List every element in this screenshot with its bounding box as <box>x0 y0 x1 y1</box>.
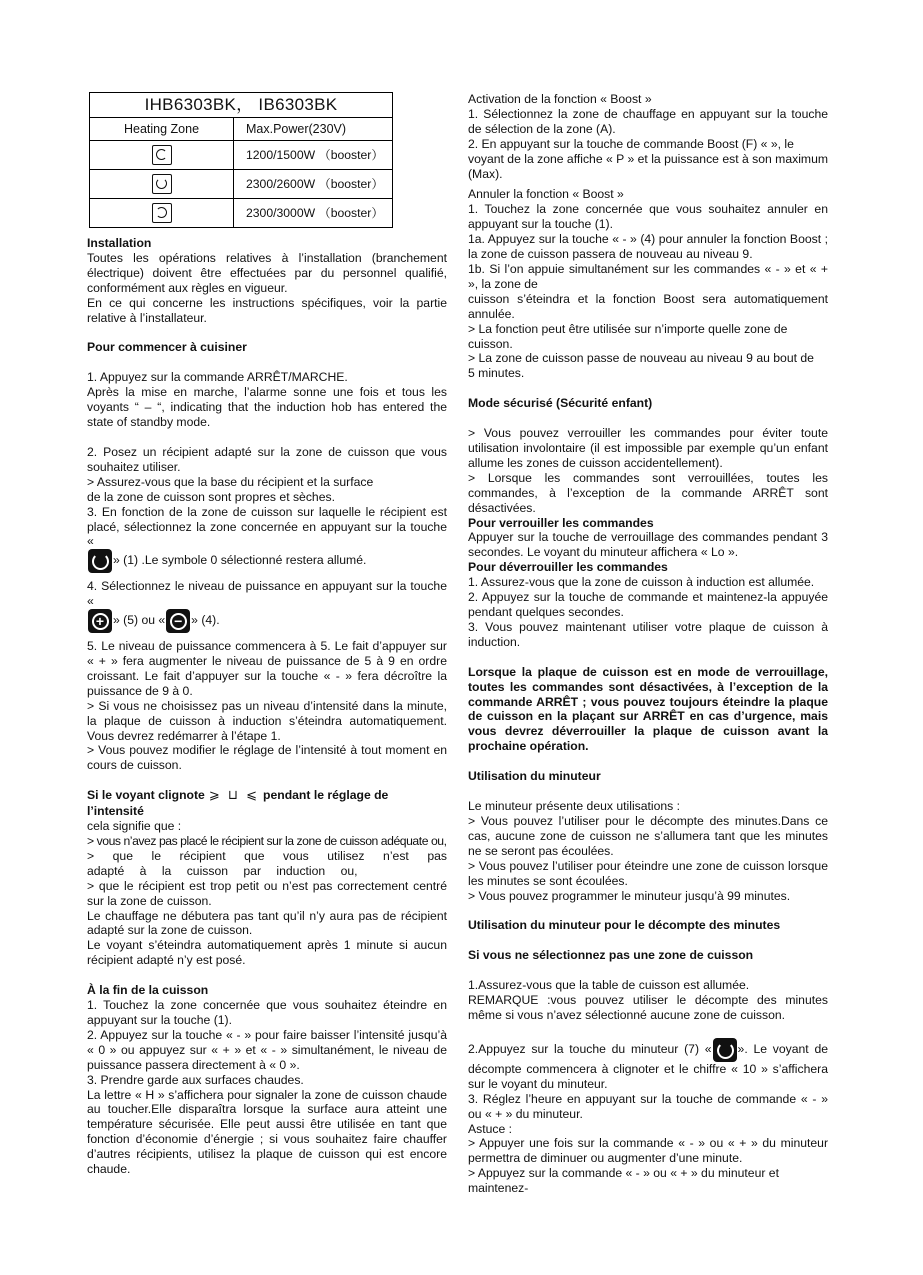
paragraph: > Vous pouvez l’utiliser pour le décompte des minutes.Dans ce cas, aucune zone de cuisson ne s’allumera tant que les minutes ne se seront pas écoulées. <box>468 813 828 858</box>
step4-text-c: » (4). <box>191 613 220 628</box>
paragraph: 3. En fonction de la zone de cuisson sur laquelle le récipient est placé, sélectionnez la zone concernée en appuyant sur la touche « <box>87 504 447 549</box>
paragraph: > Lorsque les commandes sont verrouillées, toutes les commandes, à l’exception de la commande ARRÊT sont désactivées. <box>468 470 828 515</box>
paragraph: 1. Appuyez sur la commande ARRÊT/MARCHE. <box>87 370 348 385</box>
paragraph: de la zone de cuisson sont propres et sèches. <box>87 489 335 504</box>
end-heading: À la fin de la cuisson <box>87 983 209 998</box>
step4-text-b: » (5) ou « <box>113 613 166 628</box>
start-heading: Pour commencer à cuisiner <box>87 340 247 355</box>
paragraph: > vous n’avez pas placé le récipient sur la zone de cuisson adéquate ou, <box>87 834 447 848</box>
power-value: 2300/3000W （booster） <box>234 199 393 228</box>
paragraph: Appuyer sur la touche de verrouillage des commandes pendant 3 secondes. Le voyant du minuteur affichera « Lo ». <box>468 530 828 560</box>
safe-mode-heading: Mode sécurisé (Sécurité enfant) <box>468 396 653 411</box>
minus-icon: − <box>166 609 190 633</box>
lock-heading: Pour verrouiller les commandes <box>468 515 654 530</box>
paragraph: > Appuyer une fois sur la commande « - » ou « + » du minuteur permettra de diminuer ou augmenter d’une minute. <box>468 1136 828 1166</box>
paragraph: Astuce : <box>468 1121 513 1136</box>
paragraph: Le minuteur présente deux utilisations : <box>468 799 681 814</box>
power-value: 2300/2600W （booster） <box>234 170 393 199</box>
spec-table-title: IHB6303BK， IB6303BK <box>90 93 393 118</box>
paragraph: > que le récipient est trop petit ou n’est pas correctement centré sur la zone de cuisson. <box>87 878 447 908</box>
zone-select-icon <box>88 549 112 573</box>
power-value: 1200/1500W （booster） <box>234 141 393 170</box>
left-column <box>87 92 447 1177</box>
paragraph: Toutes les opérations relatives à l’installation (branchement électrique) doivent être effectuées par du personnel qualifié, conformément aux règles en vigueur. <box>87 250 447 295</box>
table-row <box>90 199 393 228</box>
nz-2-text-a: 2.Appuyez sur la touche du minuteur (7) « <box>468 1042 712 1057</box>
right-column <box>468 92 828 1196</box>
blink-heading <box>87 788 447 819</box>
boost-title: Activation de la fonction « Boost » <box>468 92 652 106</box>
zone-icon-3 <box>152 203 172 223</box>
paragraph: > que le récipient que vous utilisez n’est pas adapté à la cuisson par induction ou, <box>87 848 447 878</box>
paragraph: Le chauffage ne débutera pas tant qu’il n’y aura pas de récipient adapté sur la zone de cuisson. <box>87 908 447 938</box>
paragraph: 1b. Si l’on appuie simultanément sur les commandes « - » et « + », la zone de <box>468 261 828 291</box>
paragraph: 5 minutes. <box>468 366 525 381</box>
paragraph <box>87 579 447 633</box>
paragraph: 3. Prendre garde aux surfaces chaudes. <box>87 1072 304 1087</box>
paragraph: > Assurez-vous que la base du récipient et la surface <box>87 474 374 489</box>
paragraph: > Vous pouvez programmer le minuteur jusqu’à 99 minutes. <box>468 888 791 903</box>
table-row <box>90 170 393 199</box>
step3-tail: » (1) .Le symbole 0 sélectionné restera allumé. <box>113 553 367 568</box>
paragraph: > Vous pouvez verrouiller les commandes pour éviter toute utilisation involontaire (il est impossible par exemple qu’un enfant allume les zones de cuisson accidentellement). <box>468 426 828 470</box>
cancel-title: Annuler la fonction « Boost » <box>468 187 624 202</box>
paragraph: cuisson s’éteindra et la fonction Boost sera automatiquement annulée. <box>468 291 828 321</box>
paragraph: cela signifie que : <box>87 819 182 834</box>
paragraph: La lettre « H » s’affichera pour signaler la zone de cuisson chaude au toucher.Elle disparaîtra lorsque la surface aura atteint une température sécurisée. Elle peut aussi être utilisée en tant que fonction d’économie d’énergie ; si vous souhaitez faire chauffer d’autres récipients, utilisez la plaque de cuisson qui est encore chaude. <box>87 1087 447 1177</box>
paragraph: 2. Appuyez sur la touche de commande et maintenez-la appuyée pendant quelques secondes. <box>468 590 828 619</box>
paragraph: > Appuyez sur la commande « - » ou « + » du minuteur et maintenez- <box>468 1166 779 1196</box>
paragraph <box>468 1038 828 1092</box>
paragraph: 1. Touchez la zone concernée que vous souhaitez annuler en appuyant sur la touche (1). <box>468 202 828 232</box>
blink-heading-b: pendant le réglage de l’intensité <box>87 788 389 819</box>
zone-icon-2 <box>152 174 172 194</box>
paragraph: > Si vous ne choisissez pas un niveau d’intensité dans la minute, la plaque de cuisson à induction s’éteindra automatiquement. Vous devrez redémarrer à l’étape 1. <box>87 698 447 743</box>
paragraph: 3. Vous pouvez maintenant utiliser votre plaque de cuisson à induction. <box>468 619 828 649</box>
paragraph: Après la mise en marche, l’alarme sonne une fois et tous les voyants “ – “, indicating that the induction hob has entered the state of standby mode. <box>87 385 447 430</box>
paragraph: > La fonction peut être utilisée sur n’importe quelle zone de cuisson. <box>468 321 788 351</box>
paragraph: 3. Réglez l’heure en appuyant sur la touche de commande « - » ou « + » du minuteur. <box>468 1091 828 1121</box>
paragraph: En ce qui concerne les instructions spécifiques, voir la partie relative à l’installateur. <box>87 295 447 325</box>
paragraph: 1. Assurez-vous que la zone de cuisson à induction est allumée. <box>468 575 815 590</box>
paragraph: 5. Le niveau de puissance commencera à 5. Le fait d’appuyer sur « + » fera augmenter le niveau de puissance de 5 à 9 en ordre croissant. Le fait d’appuyer sur la touche « - » fera décroître la puissance de 9 à 0. <box>87 639 447 698</box>
paragraph: Le voyant s’éteindra automatiquement après 1 minute si aucun récipient adapté n’y est posé. <box>87 938 447 968</box>
paragraph: voyant de la zone affiche « P » et la puissance est à son maximum (Max). <box>468 151 828 181</box>
countdown-heading: Utilisation du minuteur pour le décompte des minutes <box>468 918 781 933</box>
blink-symbol-icon: ⩾ ⊔ ⩽ <box>208 788 260 804</box>
col-max-power: Max.Power(230V) <box>234 118 393 141</box>
installation-heading: Installation <box>87 236 152 250</box>
paragraph: > Vous pouvez modifier le réglage de l’intensité à tout moment en cours de cuisson. <box>87 743 447 773</box>
blink-heading-a: Si le voyant clignote <box>87 788 205 803</box>
paragraph <box>87 549 447 573</box>
paragraph: 2. En appuyant sur la touche de commande Boost (F) « », le <box>468 136 794 151</box>
zone-icon-1 <box>152 145 172 165</box>
paragraph: > La zone de cuisson passe de nouveau au niveau 9 au bout de <box>468 351 814 366</box>
paragraph: REMARQUE :vous pouvez utiliser le décompte des minutes même si vous n’avez sélectionné aucune zone de cuisson. <box>468 993 828 1023</box>
step4-text-a: 4. Sélectionnez le niveau de puissance en appuyant sur la touche « <box>87 579 447 609</box>
paragraph: 1. Touchez la zone concernée que vous souhaitez éteindre en appuyant sur la touche (1). <box>87 998 447 1027</box>
paragraph: 2. Posez un récipient adapté sur la zone de cuisson que vous souhaitez utiliser. <box>87 444 447 474</box>
lock-warning: Lorsque la plaque de cuisson est en mode de verrouillage, toutes les commandes sont désactivées, à l’exception de la commande ARRÊT ; vous pouvez toujours éteindre la plaque de cuisson en la plaçant sur ARRÊT en cas d’urgence, mais vous devrez déverrouiller la plaque de cuisson avant la prochaine opération. <box>468 664 828 754</box>
spec-table <box>89 92 393 228</box>
col-heating-zone: Heating Zone <box>90 118 234 141</box>
paragraph: 1a. Appuyez sur la touche « - » (4) pour annuler la fonction Boost ; la zone de cuisson passera de nouveau au niveau 9. <box>468 232 828 262</box>
timer-icon <box>713 1038 737 1062</box>
no-zone-heading: Si vous ne sélectionnez pas une zone de cuisson <box>468 948 754 963</box>
table-row <box>90 141 393 170</box>
paragraph: 1. Sélectionnez la zone de chauffage en appuyant sur la touche de sélection de la zone (A). <box>468 106 828 136</box>
paragraph: 1.Assurez-vous que la table de cuisson est allumée. <box>468 978 750 993</box>
paragraph: 2. Appuyez sur la touche « - » pour faire baisser l’intensité jusqu’à « 0 » ou appuyez sur « + » et « - » simultanément, le niveau de puissance passera directement à « 0 ». <box>87 1027 447 1072</box>
unlock-heading: Pour déverrouiller les commandes <box>468 560 668 575</box>
plus-icon: + <box>88 609 112 633</box>
timer-heading: Utilisation du minuteur <box>468 769 601 784</box>
nz-2-text-b: ». Le voyant de décompte commencera à clignoter et le chiffre « 10 » s’affichera sur le voyant du minuteur. <box>468 1042 829 1091</box>
paragraph: > Vous pouvez l’utiliser pour éteindre une zone de cuisson lorsque les minutes se sont écoulées. <box>468 858 828 888</box>
